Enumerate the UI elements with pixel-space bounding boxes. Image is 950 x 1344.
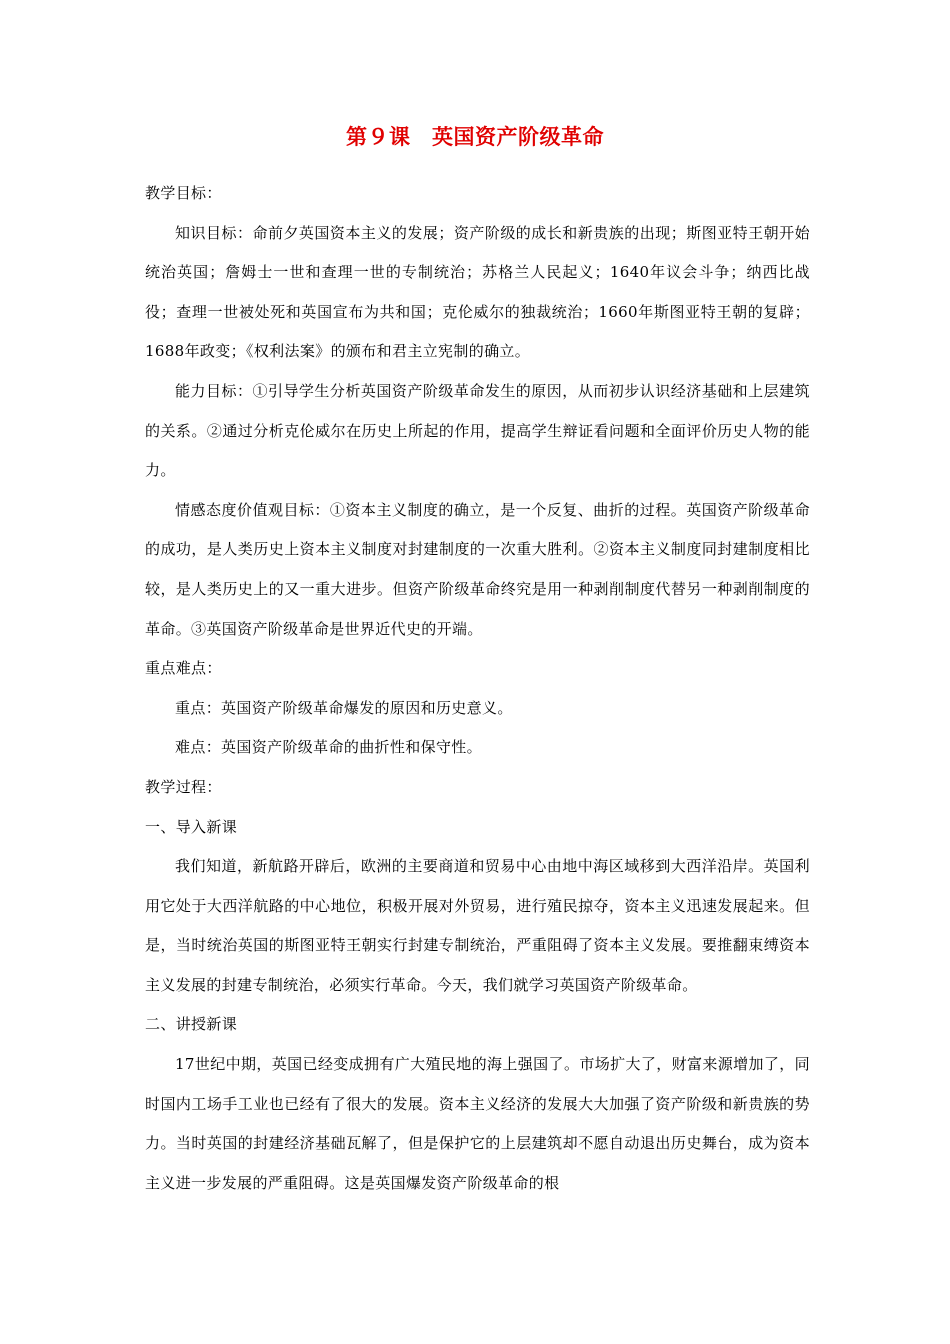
emotion-goal-paragraph: 情感态度价值观目标：①资本主义制度的确立，是一个反复、曲折的过程。英国资产阶级革命的成功，是人类历史上资本主义制度对封建制度的一次重大胜利。②资本主义制度同封建制度相比较，是人类历史上的又一重大进步。但资产阶级革命终究是用一种剥削制度代替另一种剥削制度的革命。③英国资产阶级革命是世界近代史的开端。: [145, 500, 810, 638]
key-point-paragraph: 重点：英国资产阶级革命爆发的原因和历史意义。: [175, 698, 513, 717]
document-body: [145, 174, 810, 1203]
intro-paragraph: 我们知道，新航路开辟后，欧洲的主要商道和贸易中心由地中海区域移到大西洋沿岸。英国利用它处于大西洋航路的中心地位，积极开展对外贸易，进行殖民掠夺，资本主义迅速发展起来。但是，当时统治英国的斯图亚特王朝实行封建专制统治，严重阻碍了资本主义发展。要推翻束缚资本主义发展的封建专制统治，必须实行革命。今天，我们就学习英国资产阶级革命。: [145, 857, 810, 994]
ability-goal-paragraph: 能力目标：①引导学生分析英国资产阶级革命发生的原因，从而初步认识经济基础和上层建筑的关系。②通过分析克伦威尔在历史上所起的作用，提高学生辩证看问题和全面评价历史人物的能力。: [145, 381, 810, 480]
lecture-paragraph: 17世纪中期，英国已经变成拥有广大殖民地的海上强国了。市场扩大了，财富来源增加了，同时国内工场手工业也已经有了很大的发展。资本主义经济的发展大大加强了资产阶级和新贵族的势力。当时英国的封建经济基础瓦解了，但是保护它的上层建筑却不愿自动退出历史舞台，成为资本主义进一步发展的严重阻碍。这是英国爆发资产阶级革命的根: [145, 1055, 810, 1192]
knowledge-goal-paragraph: 知识目标：命前夕英国资本主义的发展；资产阶级的成长和新贵族的出现；斯图亚特王朝开始统治英国；詹姆士一世和查理一世的专制统治；苏格兰人民起义；1640年议会斗争；纳西比战役；查理一世被处死和英国宣布为共和国；克伦威尔的独裁统治；1660年斯图亚特王朝的复辟；1688年政变；《权利法案》的颁布和君主立宪制的确立。: [145, 223, 810, 361]
key-points-heading: 重点难点：: [145, 659, 222, 678]
objectives-heading: 教学目标：: [145, 184, 222, 202]
lecture-heading: 二、讲授新课: [145, 1015, 238, 1034]
page-title: 第９课 英国资产阶级革命: [346, 124, 604, 149]
intro-heading: 一、导入新课: [145, 817, 238, 836]
process-heading: 教学过程：: [145, 777, 222, 796]
difficult-point-paragraph: 难点：英国资产阶级革命的曲折性和保守性。: [175, 738, 483, 757]
